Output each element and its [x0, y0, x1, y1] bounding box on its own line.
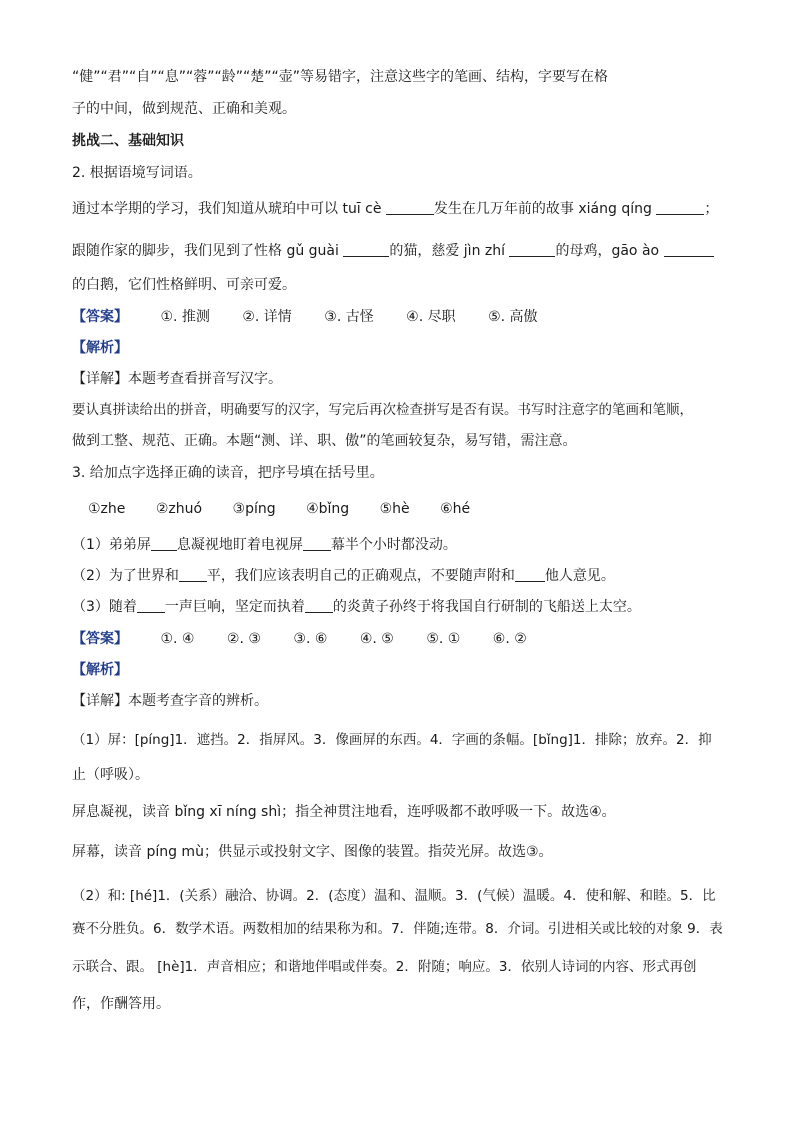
answer-item: ⑥. ② [492, 631, 527, 647]
option-item: ③píng [232, 501, 276, 517]
q2-text: 跟随作家的脚步，我们见到了性格 gǔ guài [72, 243, 339, 259]
q3-text: 息凝视地盯着电视屏 [176, 537, 303, 553]
q2-detail-2: 要认真拼读给出的拼音，明确要写的汉字，写完后再次检查拼写是否有误。书写时注意字的笔画和笔顺， [72, 402, 693, 418]
q2-text: 的猫，慈爱 jìn zhí [389, 243, 506, 259]
q3-explain-4: 屏幕，读音 píng mù；供显示或投射文字、图像的装置。指荧光屏。故选③。 [72, 844, 553, 860]
fill-blank [305, 598, 333, 613]
fill-blank [151, 536, 177, 551]
fill-blank [515, 567, 545, 582]
q2-detail-3: 做到工整、规范、正确。本题“测、详、职、傲”的笔画较复杂，易写错，需注意。 [72, 433, 577, 449]
q2-answer-row [72, 308, 538, 326]
fill-blank [179, 567, 207, 582]
fill-blank [137, 598, 165, 613]
option-item: ⑥hé [440, 501, 471, 517]
section-title: 挑战二、基础知识 [72, 133, 184, 149]
intro-line-2: 子的中间，做到规范、正确和美观。 [72, 101, 296, 117]
q3-explain-3: 屏息凝视，读音 bǐng xī níng shì；指全神贯注地看，连呼吸都不敢呼吸一下。故选④。 [72, 804, 616, 820]
q2-stem: 2. 根据语境写词语。 [72, 165, 202, 181]
answer-label: 【答案】 [72, 631, 128, 647]
q3-text: 的炎黄子孙终于将我国自行研制的飞船送上太空。 [332, 599, 641, 615]
q3-text: （2）为了世界和 [72, 568, 179, 584]
q3-explain-6: 赛不分胜负。6．数学术语。两数相加的结果称为和。7．伴随;连带。8．介词。引进相关或比较的对象 9．表 [72, 921, 723, 937]
q3-sentence-2 [72, 567, 615, 585]
analysis-label: 【解析】 [72, 662, 128, 678]
q3-sentence-1 [72, 536, 457, 554]
q3-text: （1）弟弟屏 [72, 537, 151, 553]
q3-text: 幕半个小时都没动。 [330, 537, 457, 553]
option-item: ②zhuó [155, 501, 203, 517]
fill-blank [343, 242, 389, 257]
q2-text: 通过本学期的学习，我们知道从琥珀中可以 tuī cè [72, 201, 382, 217]
option-item: ④bǐng [306, 501, 350, 517]
option-item: ①zhe [88, 501, 126, 517]
q2-text: 发生在几万年前的故事 xiáng qíng [433, 201, 652, 217]
analysis-label: 【解析】 [72, 340, 128, 356]
fill-blank [303, 536, 331, 551]
q3-explain-5: （2）和: [hé]1．(关系）融洽、协调。2．(态度）温和、温顺。3．(气候）温暖。4．使和解、和睦。5．比 [72, 888, 716, 904]
q2-passage-line-2 [72, 242, 714, 260]
q3-text: 一声巨响，坚定而执着 [164, 599, 305, 615]
fill-blank [386, 200, 434, 215]
fill-blank [509, 242, 555, 257]
answer-item: ④. 尽职 [406, 309, 456, 325]
q3-explain-8: 作，作酬答用。 [72, 996, 170, 1012]
q3-explain-7: 示联合、跟。 [hè]1．声音相应；和谐地伴唱或伴奏。2．附随；响应。3．依别人诗词的内容、形式再创 [72, 959, 697, 975]
q2-text: 的母鸡，gāo ào [555, 243, 660, 259]
answer-item: ①. ④ [160, 631, 195, 647]
answer-item: ②. ③ [226, 631, 261, 647]
answer-item: ②. 详情 [242, 309, 292, 325]
fill-blank [664, 242, 714, 257]
option-item: ⑤hè [379, 501, 410, 517]
q2-passage-line-3: 的白鹅，它们性格鲜明、可亲可爱。 [72, 277, 296, 293]
q3-answer-row [72, 630, 527, 648]
answer-item: ⑤. 高傲 [488, 309, 538, 325]
q3-explain-2: 止（呼吸）。 [72, 767, 149, 783]
q3-text: 他人意见。 [544, 568, 615, 584]
q3-text: 平，我们应该表明自己的正确观点，不要随声附和 [206, 568, 515, 584]
answer-label: 【答案】 [72, 309, 128, 325]
answer-item: ③. ⑥ [293, 631, 328, 647]
q2-detail-1: 【详解】本题考查看拼音写汉字。 [72, 371, 282, 387]
q3-text: （3）随着 [72, 599, 137, 615]
q3-stem: 3. 给加点字选择正确的读音，把序号填在括号里。 [72, 465, 384, 481]
q3-detail-1: 【详解】本题考查字音的辨析。 [72, 693, 268, 709]
intro-line-1: “健”“君”“自”“息”“蓉”“龄”“楚”“壶”等易错字，注意这些字的笔画、结构，字要写在格 [72, 69, 609, 85]
answer-item: ⑤. ① [426, 631, 461, 647]
answer-item: ①. 推测 [160, 309, 210, 325]
q3-options [88, 500, 470, 518]
q3-sentence-3 [72, 598, 641, 616]
q2-text: ； [704, 201, 719, 217]
answer-item: ④. ⑤ [359, 631, 394, 647]
answer-item: ③. 古怪 [324, 309, 374, 325]
q3-explain-1: （1）屏：[píng]1．遮挡。2．指屏风。3．像画屏的东西。4．字画的条幅。[bǐng]1．排除；放弃。2．抑 [72, 732, 712, 748]
fill-blank [656, 200, 704, 215]
q2-passage-line-1 [72, 200, 718, 218]
